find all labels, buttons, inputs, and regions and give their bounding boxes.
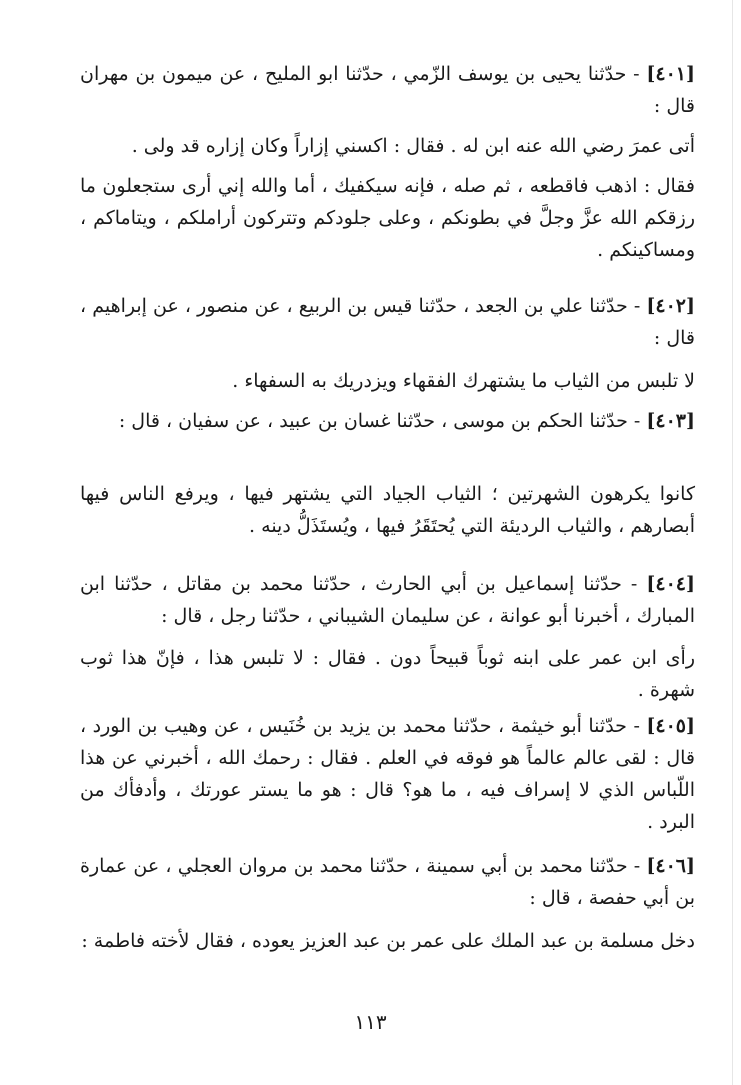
isnad-text-404: - حدّثنا إسماعيل بن أبي الحارث ، حدّثنا محمد بن مقاتل ، حدّثنا ابن المبارك ، أخبرنا أبو عوانة ، عن سليمان الشيباني ، حدّثنا رجل ، قال : [80,573,695,627]
hadith-number-404: [٤٠٤] [646,573,695,595]
hadith-number-401: [٤٠١] [646,63,695,85]
hadith-405 [80,710,695,838]
page-number: ١١٣ [354,1010,387,1034]
hadith-number-405: [٤٠٥] [646,715,695,737]
hadith-number-406: [٤٠٦] [646,855,695,877]
hadith-401-text-1: أتى عمرَ رضي الله عنه ابن له . فقال : اكسني إزاراً وكان إزاره قد ولى . [131,135,695,157]
hadith-401-text-2: فقال : اذهب فاقطعه ، ثم صله ، فإنه سيكفيك ، أما والله إني أرى ستجعلون ما رزقكم الله عزَّ وجلَّ في بطونكم ، وعلى جلودكم وتتركون أراملكم ، ويتاماكم ، ومساكينكم . [80,175,695,261]
isnad-text-403: - حدّثنا الحكم بن موسى ، حدّثنا غسان بن عبيد ، عن سفيان ، قال : [118,410,647,432]
hadith-text-405: - حدّثنا أبو خيثمة ، حدّثنا محمد بن يزيد بن خُنَيس ، عن وهيب بن الورد ، قال : لقى عالم عالماً هو فوقه في العلم . فقال : رحمك الله ، أخبرني عن هذا اللّباس الذي لا إسراف فيه ، ما هو؟ قال : هو ما يستر عورتك ، وأدفأك من البرد . [80,715,695,833]
isnad-text-402: - حدّثنا علي بن الجعد ، حدّثنا قيس بن الربيع ، عن منصور ، عن إبراهيم ، قال : [80,295,695,349]
hadith-404-text: رأى ابن عمر على ابنه ثوباً قبيحاً دون . فقال : لا تلبس هذا ، فإنّ هذا ثوب شهرة . [80,647,695,701]
isnad-text-401: - حدّثنا يحيى بن يوسف الزّمي ، حدّثنا ابو المليح ، عن ميمون بن مهران قال : [80,63,695,117]
hadith-406-isnad [80,850,695,914]
hadith-403-isnad [80,405,695,437]
scan-edge-line [732,0,733,1085]
hadith-406-text: دخل مسلمة بن عبد الملك على عمر بن عبد العزيز يعوده ، فقال لأخته فاطمة : [81,930,695,952]
isnad-text-406: - حدّثنا محمد بن أبي سمينة ، حدّثنا محمد بن مروان العجلي ، عن عمارة بن أبي حفصة ، قال : [80,855,695,909]
hadith-402-text: لا تلبس من الثياب ما يشتهرك الفقهاء ويزدريك به السفهاء . [232,370,695,392]
hadith-404-isnad [80,568,695,632]
hadith-number-402: [٤٠٢] [646,295,695,317]
hadith-402-isnad [80,290,695,354]
hadith-number-403: [٤٠٣] [646,410,695,432]
hadith-401-isnad [80,58,695,122]
hadith-403-text: كانوا يكرهون الشهرتين ؛ الثياب الجياد التي يشتهر فيها ، ويرفع الناس فيها أبصارهم ، والثياب الرديئة التي يُحتَقَرُ فيها ، ويُستَذَلُّ دينه . [80,483,695,537]
